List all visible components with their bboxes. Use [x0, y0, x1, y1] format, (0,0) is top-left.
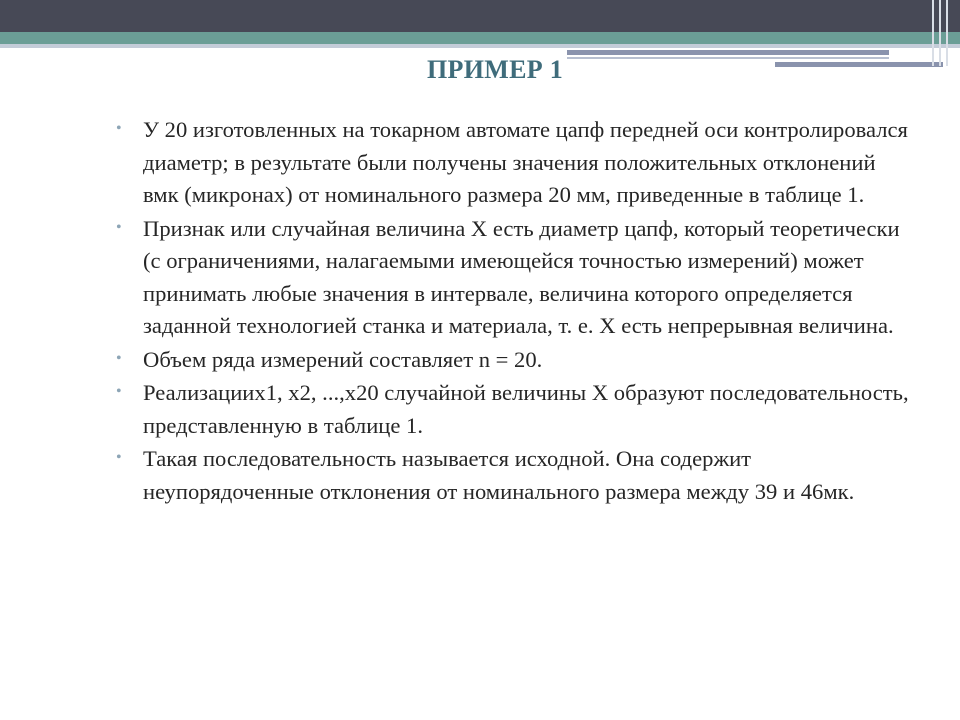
bullet-item-1 — [113, 114, 913, 212]
bullet-item-3 — [113, 344, 913, 377]
bullet-marker: • — [116, 383, 122, 400]
slide-title: ПРИМЕР 1 — [427, 55, 563, 84]
header-bar — [0, 0, 960, 32]
bullet-item-4 — [113, 377, 913, 442]
bullet-marker: • — [116, 218, 122, 236]
bullet-item-5 — [113, 443, 913, 508]
bullet-item-2 — [113, 213, 913, 343]
bullet-marker: • — [116, 449, 122, 466]
bullet-text: Реализациих1, x2, ...,x20 случайной величины X образуют последовательность, представленную в таблице 1. — [143, 380, 909, 438]
bullet-text: Признак или случайная величина X есть диаметр цапф, который теоретически (с ограничениями, налагаемыми имеющейся точностью измерений) может принимать любые значения в интервале, величина которого определяется заданной технологией станка и материала, т. е. X есть непрерывная величина. — [143, 215, 900, 338]
bullet-text: Объем ряда измерений составляет n = 20. — [143, 346, 543, 372]
accent-band — [0, 32, 960, 44]
bullet-marker: • — [116, 120, 122, 137]
accent-band-light — [0, 44, 960, 48]
bullet-marker: • — [116, 349, 122, 367]
bullet-list — [113, 114, 913, 509]
bullet-text: Такая последовательность называется исходной. Она содержит неупорядоченные отклонения от номинального размера между 39 и 46мк. — [143, 446, 855, 504]
bullet-text: У 20 изготовленных на токарном автомате цапф передней оси контролировался диаметр; в результате были получены значения положительных отклонений вмк (микронах) от номинального размера 20 мм, приведенные в таблице 1. — [143, 117, 908, 207]
